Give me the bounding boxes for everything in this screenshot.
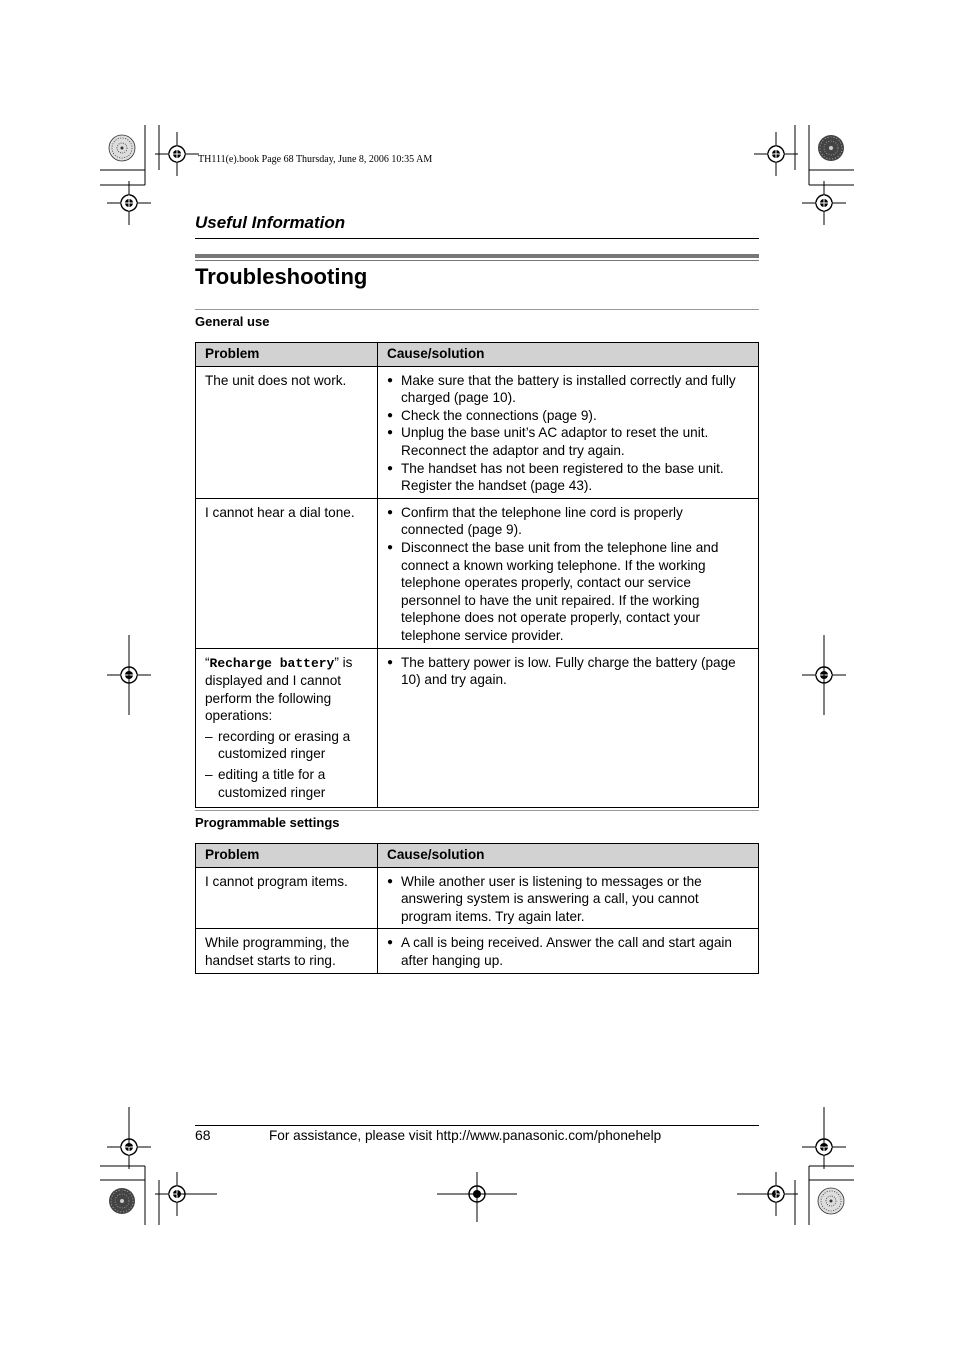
troubleshooting-table-general-use — [195, 342, 759, 808]
table-header-row — [196, 343, 759, 367]
problem-text: ” is displayed and I cannot perform the following operations: — [205, 654, 353, 724]
cause-cell — [378, 648, 759, 808]
section-divider — [195, 238, 759, 239]
column-header-problem: Problem — [196, 343, 378, 367]
print-info-line: TH111(e).book Page 68 Thursday, June 8, 2006 10:35 AM — [198, 154, 433, 165]
problem-cell: While programming, the handset starts to ring. — [196, 929, 378, 973]
problem-cell: I cannot hear a dial tone. — [196, 498, 378, 648]
footer-divider — [195, 1125, 759, 1126]
problem-subitem: – editing a title for a customized ringer — [205, 766, 368, 801]
problem-cell: The unit does not work. — [196, 366, 378, 498]
cause-item: ● The handset has not been registered to the base unit. Register the handset (page 43). — [387, 460, 749, 495]
cause-item: ● Make sure that the battery is installed correctly and fully charged (page 10). — [387, 372, 749, 407]
cause-item: ● Unplug the base unit’s AC adaptor to reset the unit. Reconnect the adaptor and try again. — [387, 424, 749, 459]
troubleshooting-table-programmable-settings — [195, 843, 759, 974]
table-header-row — [196, 844, 759, 868]
subsection-heading-general-use: General use — [195, 314, 270, 329]
page-number: 68 — [195, 1127, 211, 1143]
table-row — [196, 366, 759, 498]
column-header-cause: Cause/solution — [378, 343, 759, 367]
subsection-divider — [195, 309, 759, 310]
column-header-problem: Problem — [196, 844, 378, 868]
page-title: Troubleshooting — [195, 264, 368, 289]
cause-item: ● A call is being received. Answer the call and start again after hanging up. — [387, 934, 749, 969]
cause-cell — [378, 867, 759, 929]
footer-assistance-text: For assistance, please visit http://www.panasonic.com/phonehelp — [269, 1128, 662, 1143]
problem-text-prefix: “ — [205, 654, 210, 670]
title-rule-thin — [195, 260, 759, 261]
color-bar-mark-icon — [109, 135, 135, 161]
table-row — [196, 867, 759, 929]
subsection-heading-programmable-settings: Programmable settings — [195, 815, 340, 830]
table-row — [196, 498, 759, 648]
cause-item: ● Check the connections (page 9). — [387, 407, 749, 425]
section-header: Useful Information — [195, 213, 346, 232]
problem-cell — [196, 648, 378, 808]
cause-item: ● Disconnect the base unit from the telephone line and connect a known working telephone. If the working telephone operates properly, contact our service personnel to have the unit repaired. If the working telephone does not operate properly, contact your telephone service provider. — [387, 539, 749, 645]
cause-item: ● While another user is listening to messages or the answering system is answering a call, you cannot program items. Try again later. — [387, 873, 749, 926]
cause-item: ● The battery power is low. Fully charge the battery (page 10) and try again. — [387, 654, 749, 689]
title-rule — [195, 254, 759, 258]
registration-mark-icon — [754, 132, 798, 176]
display-message: Recharge battery — [209, 655, 335, 671]
subsection-divider — [195, 810, 759, 811]
table-row — [196, 648, 759, 808]
registration-mark-icon — [802, 181, 846, 225]
problem-subitem: – recording or erasing a customized ringer — [205, 728, 368, 763]
problem-cell: I cannot program items. — [196, 867, 378, 929]
cause-item: ● Confirm that the telephone line cord is properly connected (page 9). — [387, 504, 749, 539]
column-header-cause: Cause/solution — [378, 844, 759, 868]
cause-cell — [378, 366, 759, 498]
table-row — [196, 929, 759, 973]
registration-mark-icon — [107, 181, 151, 225]
registration-mark-icon — [155, 132, 199, 176]
color-bar-mark-icon — [109, 1188, 135, 1214]
color-bar-mark-icon — [818, 135, 844, 161]
cause-cell — [378, 498, 759, 648]
cause-cell — [378, 929, 759, 973]
color-bar-mark-icon — [818, 1188, 844, 1214]
